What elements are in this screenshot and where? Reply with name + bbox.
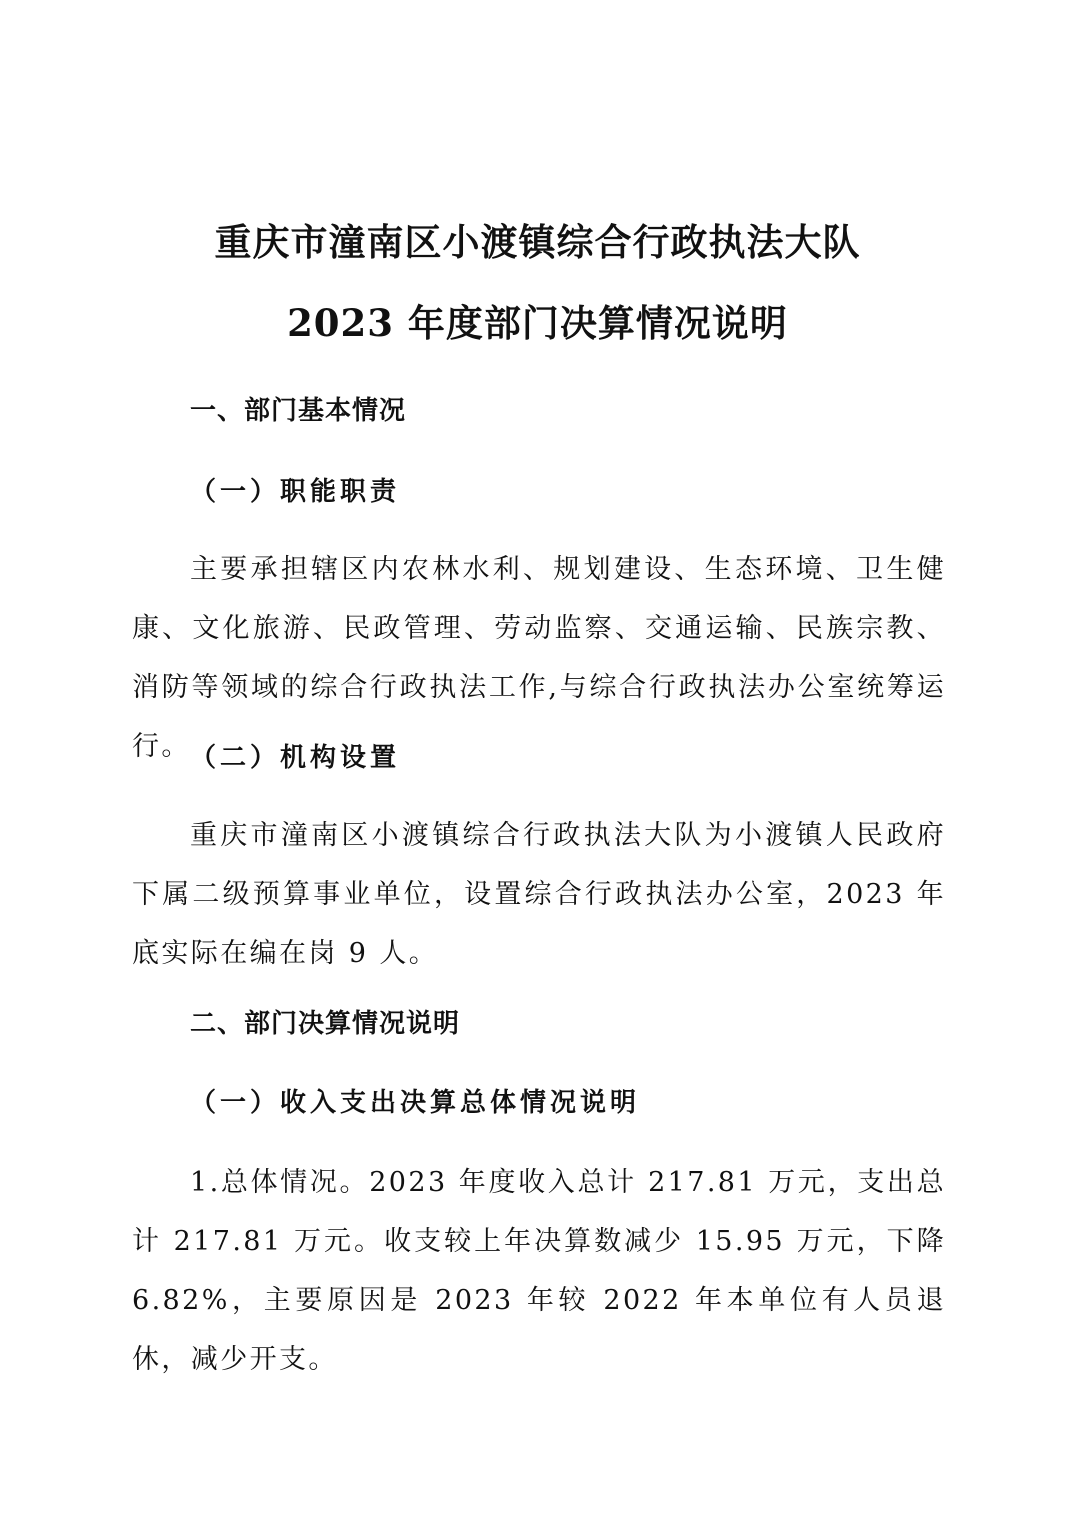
document-title-line2: 2023 年度部门决算情况说明 <box>287 301 788 345</box>
section2-sub1-heading: （一）收入支出决算总体情况说明 <box>190 1088 641 1118</box>
section1-sub1-paragraph: 主要承担辖区内农林水利、规划建设、生态环境、卫生健康、文化旅游、民政管理、劳动监察、交通运输、民族宗教、消防等领域的综合行政执法工作,与综合行政执法办公室统筹运行。 <box>132 554 946 762</box>
section1-heading: 一、部门基本情况 <box>190 396 407 426</box>
section1-sub2-paragraph: 重庆市潼南区小渡镇综合行政执法大队为小渡镇人民政府下属二级预算事业单位，设置综合行政执法办公室，2023 年底实际在编在岗 9 人。 <box>132 820 946 969</box>
section1-sub1-heading: （一）职能职责 <box>190 477 401 507</box>
section2-sub1-paragraph: 1.总体情况。2023 年度收入总计 217.81 万元，支出总计 217.81 万元。收支较上年决算数减少 15.95 万元，下降 6.82%，主要原因是 2023 年较 2022 年本单位有人员退休，减少开支。 <box>132 1167 946 1375</box>
document-title-line1: 重庆市潼南区小渡镇综合行政执法大队 <box>214 220 861 264</box>
section2-heading: 二、部门决算情况说明 <box>190 1009 461 1039</box>
section1-sub2-heading: （二）机构设置 <box>190 743 401 773</box>
